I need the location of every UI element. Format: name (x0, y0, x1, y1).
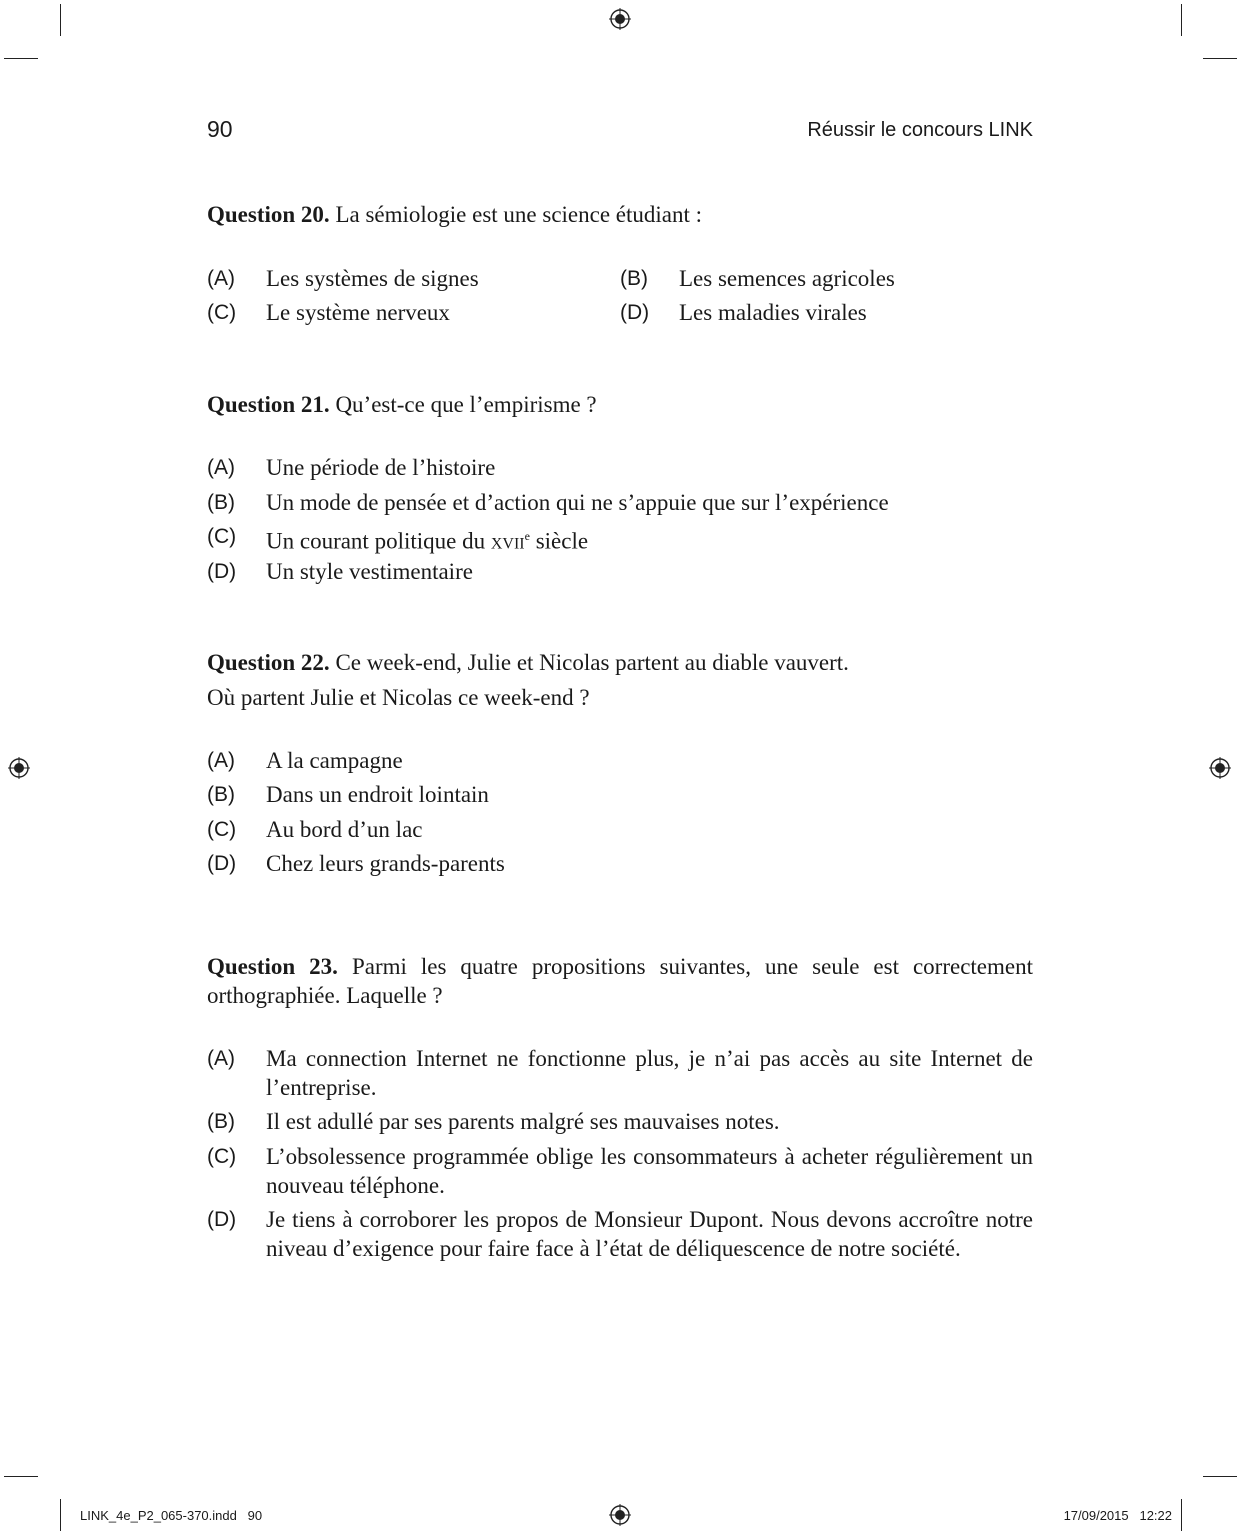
crop-mark-right-top (1203, 58, 1237, 59)
registration-mark-icon (1209, 757, 1231, 779)
question-21-title (207, 390, 597, 419)
registration-mark-icon (609, 1504, 631, 1526)
option-letter: (D) (207, 852, 237, 875)
option-text: Les systèmes de signes (266, 266, 479, 291)
question-number: Question 20. (207, 202, 330, 227)
question-number: Question 23. (207, 954, 338, 979)
option-text (266, 522, 588, 556)
option-text-part: Un courant politique du (266, 528, 491, 554)
registration-mark-icon (609, 8, 631, 30)
question-text: Où partent Julie et Nicolas ce week-end ? (207, 685, 590, 710)
option-text: Chez leurs grands-parents (266, 851, 505, 876)
question-text: Qu’est-ce que l’empirisme ? (335, 392, 597, 417)
option-letter: (A) (207, 749, 235, 772)
option-text: Un mode de pensée et d’action qui ne s’appuie que sur l’expérience (266, 490, 889, 515)
option-text: Un style vestimentaire (266, 559, 473, 584)
option-letter: (D) (620, 301, 650, 324)
crop-mark-bottom-left (60, 1499, 61, 1531)
question-text: Parmi les quatre propositions suivantes, une seule est correctement orthographiée. Laquelle ? (207, 954, 1033, 1008)
option-letter: (C) (207, 301, 237, 324)
option-letter: (B) (207, 783, 235, 806)
option-letter: (A) (207, 456, 235, 479)
option-text: Au bord d’un lac (266, 817, 423, 842)
option-letter: (A) (207, 267, 235, 290)
option-text: Il est adullé par ses parents malgré ses mauvaises notes. (266, 1109, 780, 1134)
option-letter: (C) (207, 525, 237, 548)
century-suffix: e (524, 529, 530, 543)
option-text: Je tiens à corroborer les propos de Monsieur Dupont. Nous devons accroître notre niveau d’exigence pour faire face à l’état de déliquescence de notre société. (266, 1207, 1033, 1261)
crop-mark-left-top (4, 58, 38, 59)
slug-timestamp: 17/09/2015 12:22 (1063, 1508, 1172, 1523)
option-letter: (D) (207, 560, 237, 583)
option-letter: (D) (207, 1208, 237, 1231)
crop-mark-top-right (1181, 4, 1182, 36)
option-text: Le système nerveux (266, 300, 450, 325)
crop-mark-right-bottom (1203, 1476, 1237, 1477)
question-text: La sémiologie est une science étudiant : (335, 202, 703, 227)
crop-mark-bottom-right (1181, 1499, 1182, 1531)
option-text: Dans un endroit lointain (266, 782, 489, 807)
option-text: Les maladies virales (679, 300, 867, 325)
running-title: Réussir le concours LINK (807, 119, 1033, 141)
option-text: Ma connection Internet ne fonctionne plus, je n’ai pas accès au site Internet de l’entreprise. (266, 1046, 1033, 1100)
slug-file-name: LINK_4e_P2_065-370.indd 90 (80, 1508, 263, 1523)
option-text-part: siècle (529, 528, 589, 554)
option-letter: (B) (620, 267, 648, 290)
option-letter: (A) (207, 1047, 235, 1070)
crop-mark-left-bottom (4, 1476, 38, 1477)
question-text: Ce week-end, Julie et Nicolas partent au diable vauvert. (335, 650, 849, 675)
question-20-title (207, 200, 702, 229)
option-letter: (B) (207, 1110, 235, 1133)
question-number: Question 21. (207, 392, 330, 417)
option-text: Une période de l’histoire (266, 455, 496, 480)
option-letter: (B) (207, 491, 235, 514)
option-text: A la campagne (266, 748, 403, 773)
option-letter: (C) (207, 1145, 237, 1168)
page-number: 90 (207, 116, 233, 142)
question-22-title (207, 648, 849, 677)
option-text: L’obsolessence programmée oblige les consommateurs à acheter régulièrement un nouveau téléphone. (266, 1144, 1033, 1198)
registration-mark-icon (8, 757, 30, 779)
century-numeral: xvii (490, 528, 525, 554)
option-letter: (C) (207, 818, 237, 841)
crop-mark-top-left (60, 4, 61, 36)
question-number: Question 22. (207, 650, 330, 675)
question-23-title (207, 952, 1033, 1010)
option-text: Les semences agricoles (679, 266, 895, 291)
